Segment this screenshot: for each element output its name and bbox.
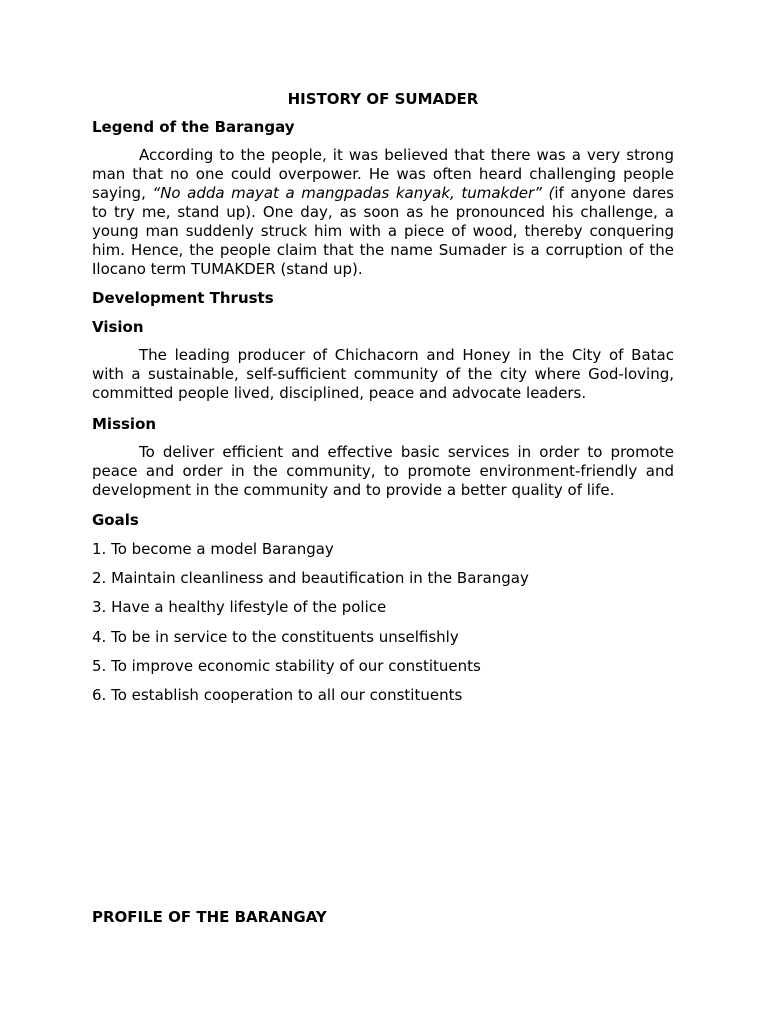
document-title: HISTORY OF SUMADER	[287, 90, 479, 108]
development-thrusts-heading: Development Thrusts	[92, 289, 274, 307]
legend-heading: Legend of the Barangay	[92, 118, 295, 136]
goal-item: 5. To improve economic stability of our constituents	[92, 656, 481, 675]
profile-heading: PROFILE OF THE BARANGAY	[92, 908, 327, 926]
goals-heading: Goals	[92, 511, 139, 529]
goals-list	[92, 539, 674, 714]
legend-text-after-quote: if anyone dares to try me, stand up). One day, as soon as he pronounced his challenge, a young man suddenly struck him with a piece of wood, thereby conquering him. Hence, the people claim that the name Sumader is a corruption of the Ilocano term TUMAKDER (stand up).	[92, 184, 674, 278]
goal-item: 6. To establish cooperation to all our constituents	[92, 685, 463, 704]
legend-quote: “No adda mayat a mangpadas kanyak, tumakder” (	[152, 184, 555, 202]
goal-item: 1. To become a model Barangay	[92, 540, 334, 558]
vision-paragraph: The leading producer of Chichacorn and Honey in the City of Batac with a sustainable, self-sufficient community of the city where God-loving, committed people lived, disciplined, peace and advocate leaders.	[92, 346, 674, 402]
vision-heading: Vision	[92, 318, 144, 336]
goal-item: 3. Have a healthy lifestyle of the police	[92, 598, 387, 617]
goal-item: 4. To be in service to the constituents unselfishly	[92, 627, 459, 646]
document-page	[92, 0, 674, 1024]
goal-item: 2. Maintain cleanliness and beautification in the Barangay	[92, 569, 529, 588]
mission-heading: Mission	[92, 415, 157, 433]
legend-paragraph	[92, 146, 674, 279]
legend-text-before-quote: According to the people, it was believed that there was a very strong man that no one could overpower. He was often heard challenging people saying,	[92, 146, 674, 202]
mission-paragraph: To deliver efficient and effective basic services in order to promote peace and order in the community, to promote environment-friendly and development in the community and to provide a better quality of life.	[92, 443, 674, 499]
